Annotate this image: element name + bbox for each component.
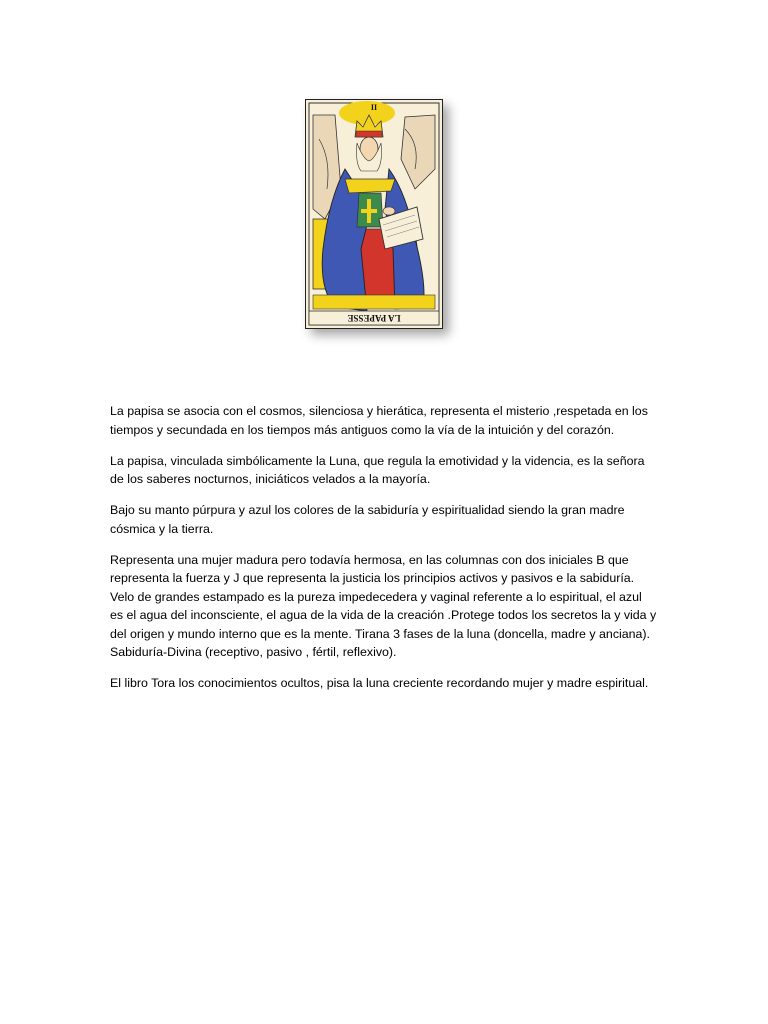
paragraph: La papisa, vinculada simbólicamente la Luna, que regula la emotividad y la videncia, es la señora de los saberes nocturnos, iniciáticos velados a la mayoría. xyxy=(110,453,645,486)
card-number: II xyxy=(370,103,378,112)
paragraph: El libro Tora los conocimientos ocultos, pisa la luna creciente recordando mujer y madre espiritual. xyxy=(110,676,649,690)
la-papesse-illustration xyxy=(305,99,443,329)
tarot-card-image xyxy=(305,99,443,329)
paragraph: Bajo su manto púrpura y azul los colores de la sabiduría y espiritualidad siendo la gran madre cósmica y la tierra. xyxy=(110,503,625,536)
card-name: LA PAPESSE xyxy=(347,313,401,323)
paragraph: Representa una mujer madura pero todavía hermosa, en las columnas con dos iniciales B que representa la fuerza y J que representa la justicia los principios activos y pasivos e la sabiduría. Velo de grandes estampado es la pureza impedecedera y vaginal referente a lo espiritual, el azul es el agua del inconsciente, el agua de la vida de la creación .Protege todos los secretos la y vida y del origen y mundo interno que es la mente. Tirana 3 fases de la luna (doncella, madre y anciana). Sabiduría-Divina (receptivo, pasivo , fértil, reflexivo). xyxy=(110,552,657,659)
document-body xyxy=(110,402,658,705)
paragraph: La papisa se asocia con el cosmos, silenciosa y hierática, representa el misterio ,respetada en los tiempos y secundada en los tiempos más antiguos como la vía de la intuición y del corazón. xyxy=(110,404,648,437)
